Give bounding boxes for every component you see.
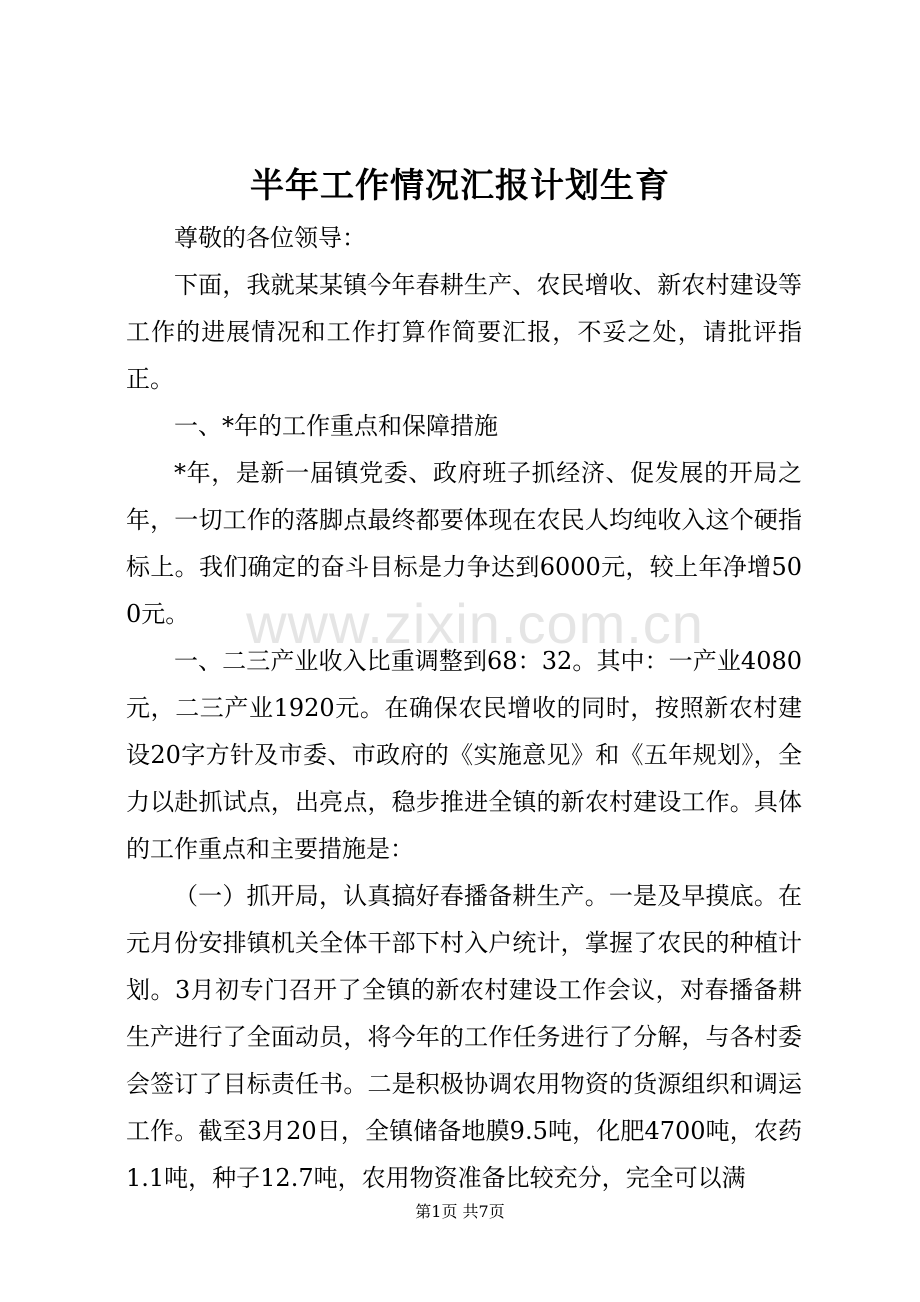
intro-paragraph: 下面，我就某某镇今年春耕生产、农民增收、新农村建设等工作的进展情况和工作打算作简要汇报，不妥之处，请批评指正。 xyxy=(126,271,802,393)
body-paragraph: *年，是新一届镇党委、政府班子抓经济、促发展的开局之年，一切工作的落脚点最终都要体现在农民人均纯收入这个硬指标上。我们确定的奋斗目标是力争达到6000元，较上年净增500元。 xyxy=(126,459,802,628)
salutation: 尊敬的各位领导： xyxy=(174,224,366,252)
page-footer: 第1页 共7页 xyxy=(415,1202,505,1221)
body-paragraph: （一）抓开局，认真搞好春播备耕生产。一是及早摸底。在元月份安排镇机关全体干部下村入户统计，掌握了农民的种植计划。3月初专门召开了全镇的新农村建设工作会议，对春播备耕生产进行了全面动员，将今年的工作任务进行了分解，与各村委会签订了目标责任书。二是积极协调农用物资的货源组织和调运工作。截至3月20日，全镇储备地膜9.5吨，化肥4700吨，农药1.1吨，种子12.7吨，农用物资准备比较充分，完全可以满 xyxy=(126,882,802,1192)
document-title: 半年工作情况汇报计划生育 xyxy=(250,166,670,206)
section-heading: 一、*年的工作重点和保障措施 xyxy=(174,412,498,440)
body-paragraph: 一、二三产业收入比重调整到68：32。其中：一产业4080元，二三产业1920元。在确保农民增收的同时，按照新农村建设20字方针及市委、市政府的《实施意见》和《五年规划》，全力以赴抓试点，出亮点，稳步推进全镇的新农村建设工作。具体的工作重点和主要措施是： xyxy=(126,647,802,863)
document-body xyxy=(126,215,802,1202)
watermark: www.zixin.com.cn xyxy=(246,592,704,655)
